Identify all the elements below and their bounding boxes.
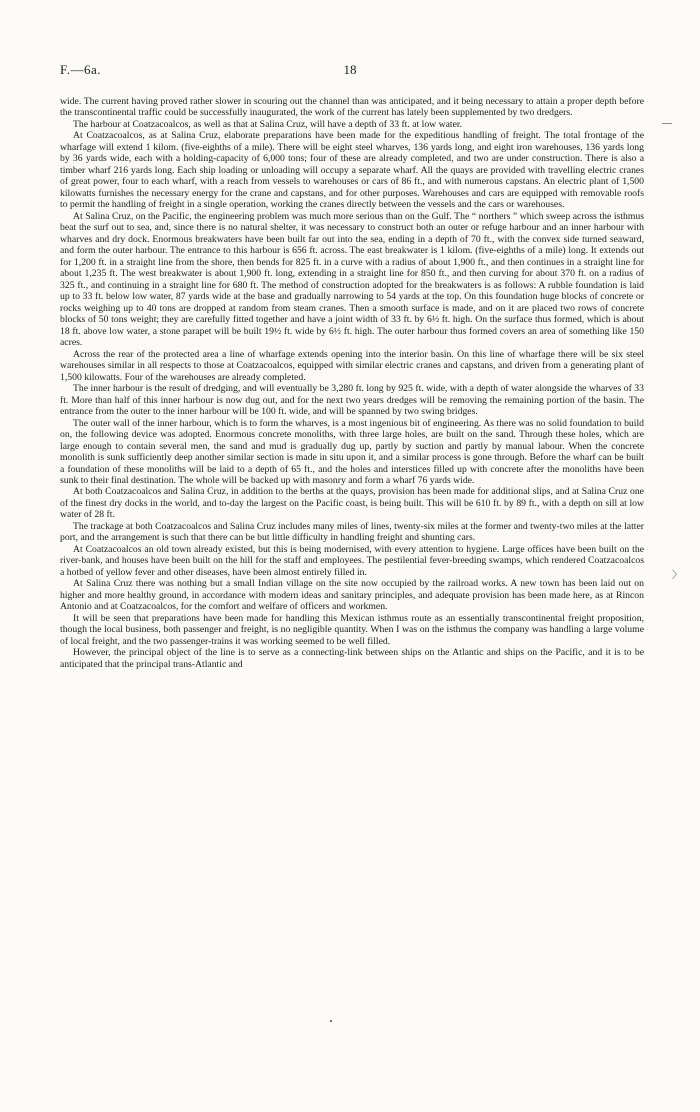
page-header: [60, 62, 640, 82]
paragraph-dry-dock: At both Coatzacoalcos and Salina Cruz, in addition to the berths at the quays, provision has been made for additional slips, and at Salina Cruz one of the finest dry docks in the world, and to-day the largest on the Pacific coast, is being built. This will be 610 ft. by 89 ft., with a depth on sill at low water of 28 ft.: [60, 486, 644, 521]
paragraph-wharfage-line: Across the rear of the protected area a line of wharfage extends opening into the interior basin. On this line of wharfage there will be six steel warehouses similar in all respects to those at Coatzacoalcos, equipped with similar electric cranes and capstans, and driven from a generating plant of 1,500 kilowatts. Four of the warehouses are already completed.: [60, 348, 644, 383]
paragraph-salina-cruz-town: At Salina Cruz there was nothing but a small Indian village on the site now occupied by the railroad works. A new town has been laid out on higher and more healthy ground, in accordance with modern ideas and sanitary principles, and adequate provision has been made here, as at Rincon Antonio and at Coatzacoalcos, for the comfort and welfare of officers and workmen.: [60, 578, 644, 613]
margin-dash-mark: —: [662, 118, 672, 129]
page-number: 18: [343, 62, 357, 77]
paragraph-trackage: The trackage at both Coatzacoalcos and Salina Cruz includes many miles of lines, twenty-six miles at the former and twenty-two miles at the latter port, and the arrangement is such that there can be but little difficulty in handling freight and shunting cars.: [60, 520, 644, 544]
paragraph-coatzacoalcos-wharves: At Coatzacoalcos, as at Salina Cruz, elaborate preparations have been made for the expeditious handling of freight. The total frontage of the wharfage will extend 1 kilom. (five-eighths of a mile). There will be eight steel wharves, 136 yards long, and eight iron warehouses, 136 yards long by 36 yards wide, each with a holding-capacity of 6,000 tons; four of these are already completed, and two are under construction. There is also a timber wharf 216 yards long. Each ship loading or unloading will occupy a separate wharf. All the quays are provided with travelling electric cranes of great power, four to each wharf, with a reach from vessels to warehouses or cars of 86 ft., and with numerous capstans. An electric plant of 1,500 kilowatts furnishes the necessary energy for the crane and capstans, and for other purposes. Warehouses and cars are equipped with removable roofs to permit the handling of freight in a single operation, working the cranes directly between the vessels and the cars or warehouses.: [60, 130, 644, 211]
ink-dot: [330, 1020, 332, 1022]
paragraph-principal-object: However, the principal object of the line is to serve as a connecting-link between ships on the Atlantic and ships on the Pacific, and it is to be anticipated that the principal trans-Atlantic and: [60, 647, 644, 670]
paragraph-harbour-depth: The harbour at Coatzacoalcos, as well as that at Salina Cruz, will have a depth of 33 ft. at low water.: [73, 118, 462, 130]
paragraph-coatzacoalcos-town: At Coatzacoalcos an old town already existed, but this is being modernised, with every attention to hygiene. Large offices have been built on the river-bank, and houses have been built on the hill for the staff and employees. The pestilential fever-breeding swamps, which rendered Coatzacoalcos a hotbed of yellow fever and other diseases, have been almost entirely filled in.: [60, 543, 644, 578]
paragraph-inner-harbour: The inner harbour is the result of dredging, and will eventually be 3,280 ft. long by 925 ft. wide, with a depth of water alongside the wharves of 33 ft. More than half of this inner harbour is now dug out, and for the next two years dredges will be removing the remaining portion of the basin. The entrance from the outer to the inner harbour will be 100 ft. wide, and will be spanned by two swing bridges.: [60, 383, 644, 418]
margin-bracket-mark: 〉: [672, 570, 682, 581]
document-reference: F.—6a.: [60, 62, 101, 77]
body-text: [60, 96, 644, 670]
paragraph-continuation: wide. The current having proved rather slower in scouring out the channel than was anticipated, and it being necessary to attain a proper depth before the transcontinental traffic could be successfully inaugurated, the work of the current has lately been supplemented by two dredgers.: [60, 96, 644, 119]
paragraph-freight-proposition: It will be seen that preparations have been made for handling this Mexican isthmus route as an essentially transcontinental freight proposition, though the local business, both passenger and freight, is no negligible quantity. When I was on the isthmus the company was handling a large volume of local freight, and the two passenger-trains it was working seemed to be well filled.: [60, 612, 644, 647]
paragraph-monoliths: The outer wall of the inner harbour, which is to form the wharves, is a most ingenious bit of engineering. As there was no solid foundation to build on, the following device was adopted. Enormous concrete monoliths, with three large holes, are built on the sand. Through these holes, which are large enough to contain several men, the sand and mud is gradually dug up, partly by suction and partly by manual labour. When the concrete monolith is sunk sufficiently deep another similar section is made in situ upon it, and a similar process is gone through. Before the wharf can be built a foundation of these monoliths will be laid to a depth of 65 ft., and the holes and interstices filled up with concrete after the monoliths have been sunk to their final destination. The whole will be backed up with masonry and form a wharf 76 yards wide.: [60, 417, 644, 486]
paragraph-salina-cruz-breakwaters: At Salina Cruz, on the Pacific, the engineering problem was much more serious than on the Gulf. The “ northers ” which sweep across the isthmus beat the surf out to sea, and, since there is no natural shelter, it was necessary to construct both an outer or refuge harbour and an inner harbour with wharves and dry dock. Enormous breakwaters have been built far out into the sea, ending in a depth of 70 ft., with the convex side turned seaward, and form the outer harbour. The entrance to this harbour is 656 ft. across. The east breakwater is 1 kilom. (five-eighths of a mile) long. It extends out for 1,200 ft. in a straight line from the shore, then bends for 825 ft. in a curve with a radius of about 1,900 ft., and then continues in a straight line for about 1,235 ft. The west breakwater is about 1,900 ft. long, extending in a straight line for 850 ft., and then curving for about 370 ft. on a radius of 325 ft., and continuing in a straight line for 680 ft. The method of construction adopted for the breakwaters is as follows: A rubble foundation is laid up to 33 ft. below low water, 87 yards wide at the base and gradually narrowing to 54 yards at the top. On this foundation huge blocks of concrete or rocks weighing up to 40 tons are dropped at random from steam cranes. Then a smooth surface is made, and on it are placed two rows of concrete blocks of 50 tons weight; they are carefully fitted together and have a joint width of 33 ft. by 6½ ft. high. On the surface thus formed, which is about 18 ft. above low water, a stone parapet will be built 19½ ft. wide by 6½ ft. high. The outer harbour thus formed covers an area of something like 150 acres.: [60, 210, 644, 349]
